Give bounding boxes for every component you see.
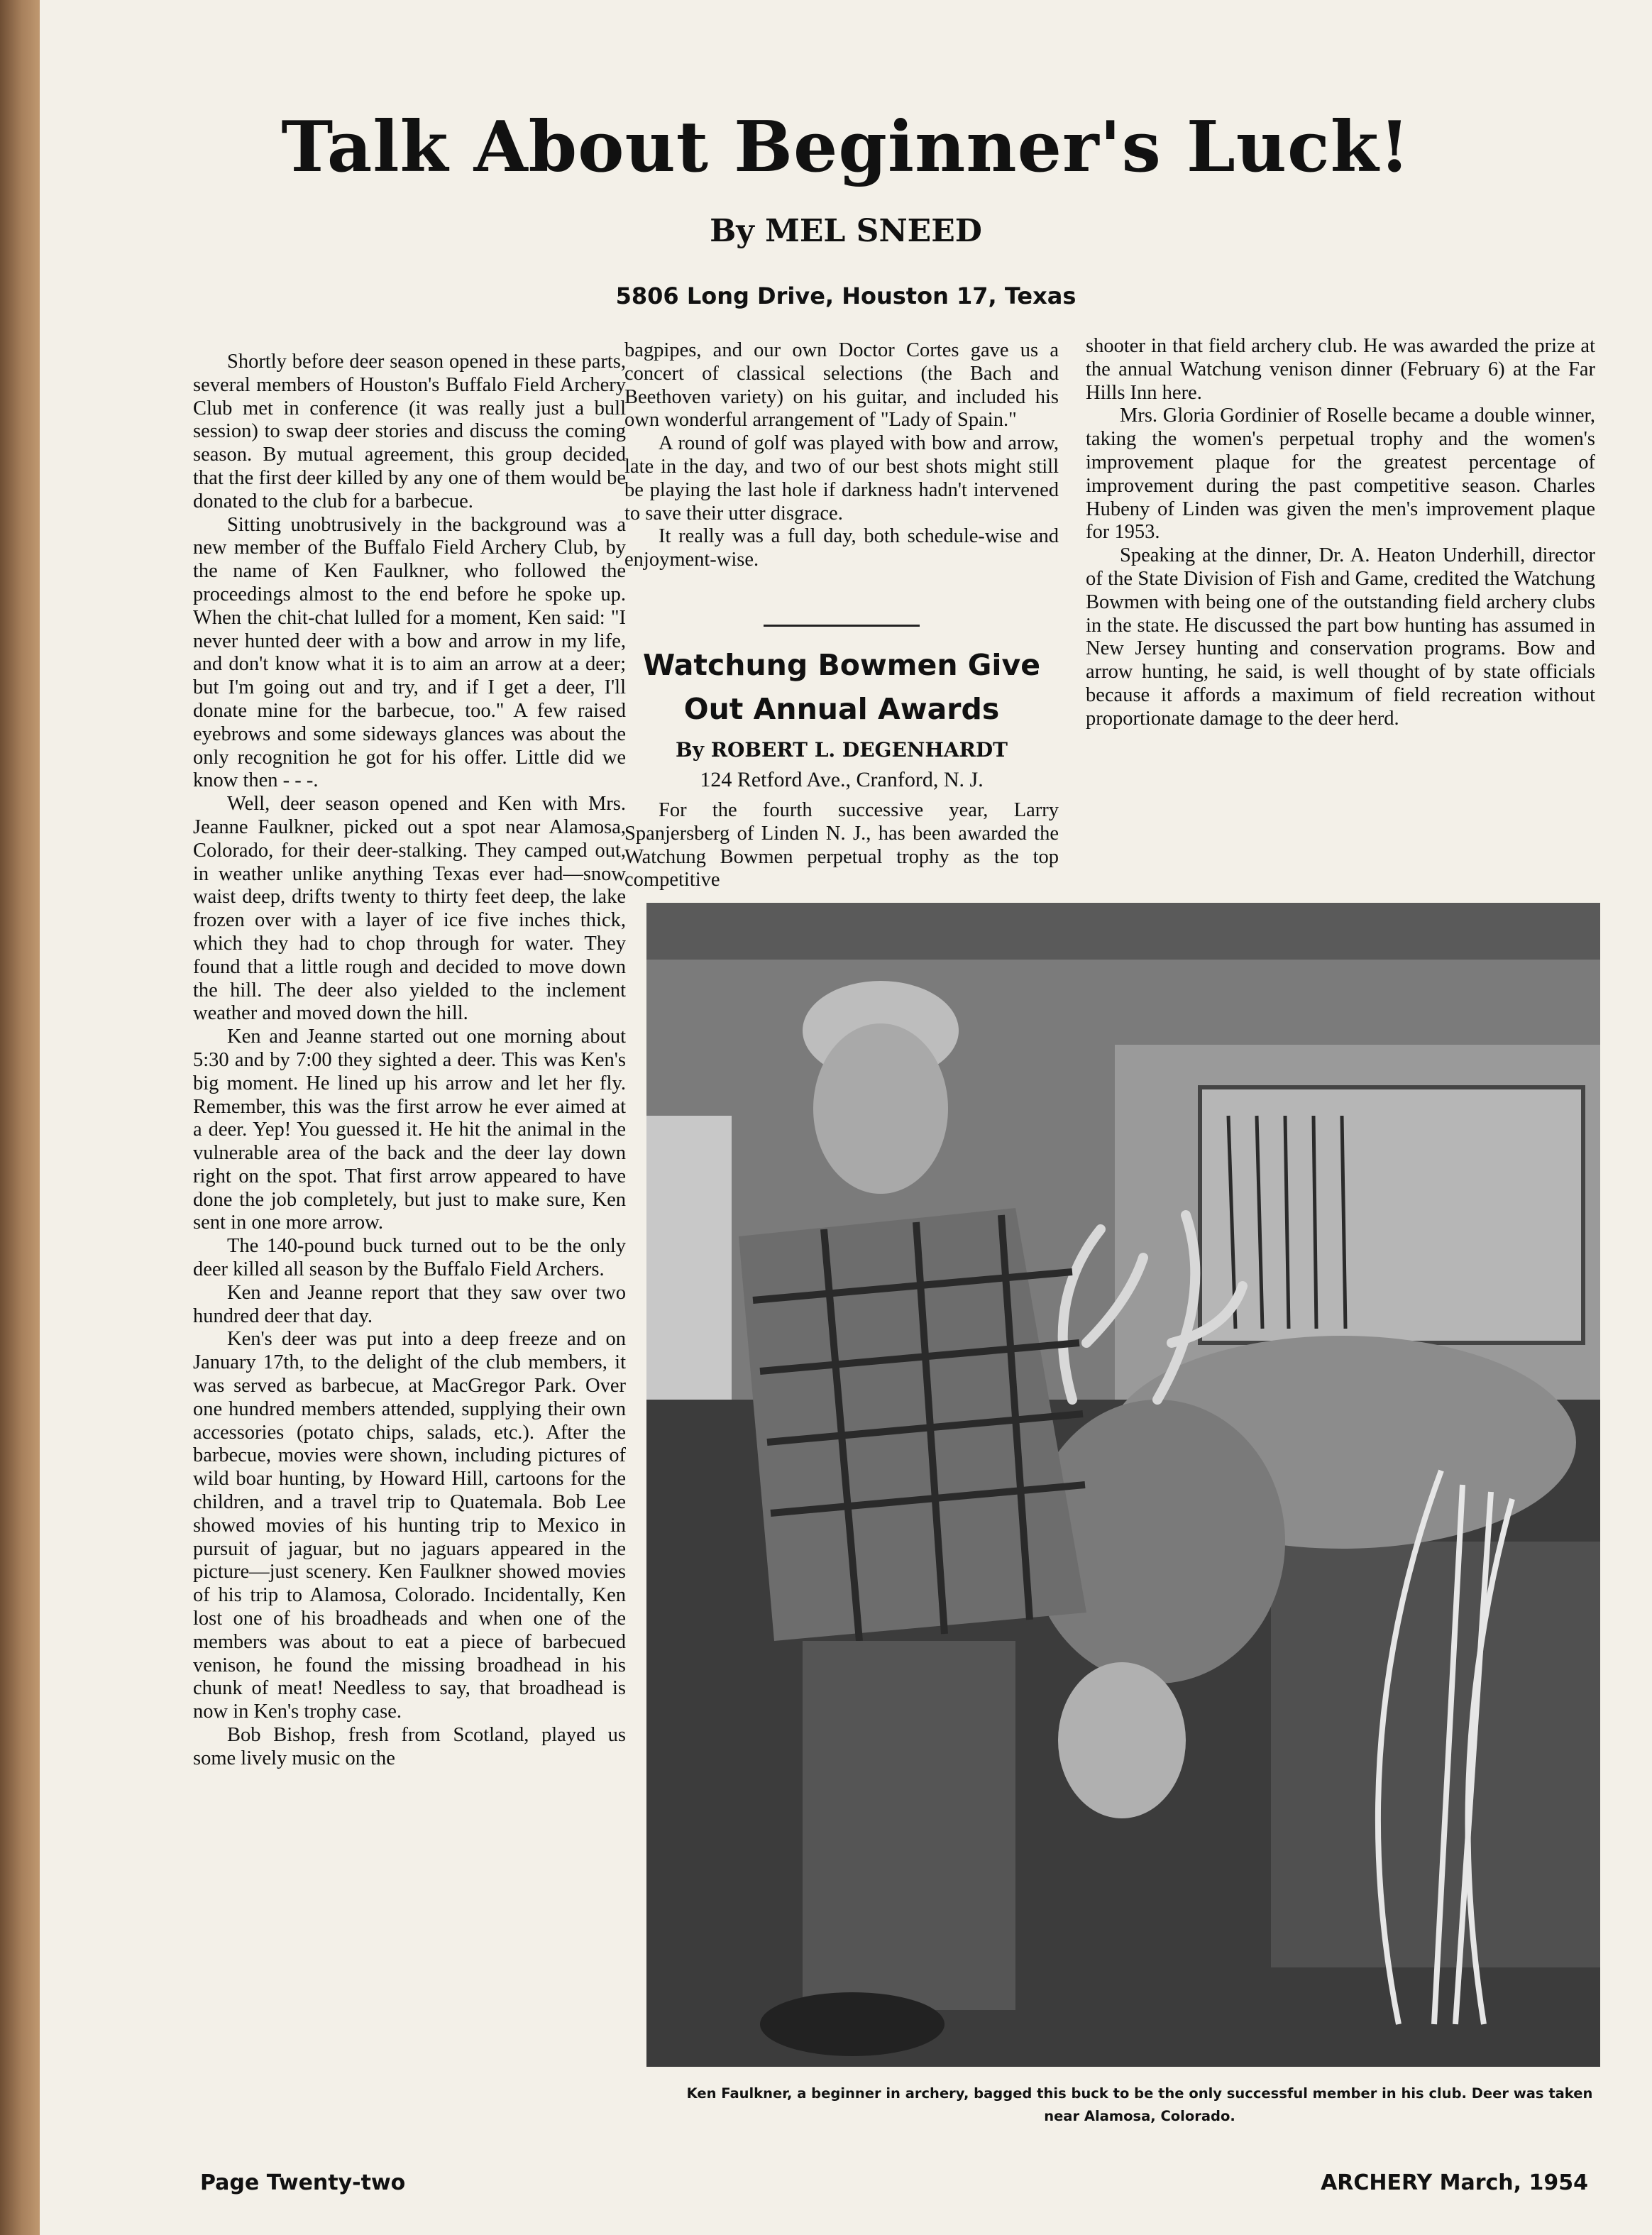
article-column-1 (193, 351, 626, 2097)
paragraph: bagpipes, and our own Doctor Cortes gave us a concert of classical selections (the Bach and Beethoven variety) on his guitar, and included his own wonderful arrangement of "Lady of Spain." (624, 339, 1059, 432)
paragraph: Ken and Jeanne started out one morning about 5:30 and by 7:00 they sighted a deer. This was Ken's big moment. He lined up his arrow and let her fly. Remember, this was the first arrow he ever aimed at a deer. Yep! You guessed it. He hit the animal in the vulnerable area of the back and the deer lay down right on the spot. That first arrow appeared to have done the job completely, but just to make sure, Ken sent in one more arrow. (193, 1026, 626, 1234)
sidebar-column-2 (1086, 335, 1595, 903)
article-address: 5806 Long Drive, Houston 17, Texas (615, 282, 1076, 309)
photo-caption: Ken Faulkner, a beginner in archery, bagged this buck to be the only successful member in his club. Deer was taken near Alamosa, Colorado. (686, 2085, 1593, 2124)
paragraph: A round of golf was played with bow and arrow, late in the day, and two of our best shots might still be playing the last hole if darkness hadn't intervened to save their utter disgrace. (624, 432, 1059, 525)
hunter-with-deer-photo (646, 903, 1600, 2067)
sidebar-column-1 (624, 799, 1059, 891)
page-number: Page Twenty-two (200, 2170, 406, 2195)
article-byline: By MEL SNEED (710, 213, 982, 249)
paragraph: Bob Bishop, fresh from Scotland, played us some lively music on the (193, 1724, 626, 1769)
article-title: Talk About Beginner's Luck! (281, 106, 1411, 188)
paragraph: Mrs. Gloria Gordinier of Roselle became a double winner, taking the women's perpetual trophy and the women's improvement plaque for the greatest percentage of improvement during the past competitive season. Charles Hubeny of Linden was given the men's improvement plaque for 1953. (1086, 405, 1595, 544)
paragraph: shooter in that field archery club. He was awarded the prize at the annual Watchung venison dinner (February 6) at the Far Hills Inn here. (1086, 335, 1595, 404)
photo-illustration (646, 903, 1600, 2067)
section-divider (764, 625, 920, 627)
paragraph: Well, deer season opened and Ken with Mrs. Jeanne Faulkner, picked out a spot near Alamosa, Colorado, for their deer-stalking. They camped out, in weather unlike anything Texas ever had—snow waist deep, drifts twenty to thirty feet deep, the lake frozen over with a layer of ice five inches thick, which they had to chop through for water. They found that a little rough and decided to move down the hill. The deer also yielded to the inclement weather and moved down the hill. (193, 793, 626, 1025)
paragraph: Speaking at the dinner, Dr. A. Heaton Underhill, director of the State Division of Fish and Game, credited the Watchung Bowmen with being one of the outstanding field archery clubs in the state. He discussed the part bow hunting has assumed in New Jersey hunting and conservation programs. Bow and arrow hunting, he said, is well thought of by state officials because it affords a maximum of field recreation without proportionate damage to the deer herd. (1086, 544, 1595, 730)
sidebar-title: Watchung Bowmen Give Out Annual Awards (642, 648, 1041, 726)
magazine-issue: ARCHERY March, 1954 (1321, 2170, 1588, 2195)
paragraph: Sitting unobtrusively in the background was a new member of the Buffalo Field Archery Club, by the name of Ken Faulkner, who followed the proceedings almost to the end before he spoke up. When the chit-chat lulled for a moment, Ken said: "I never hunted deer with a bow and arrow in my life, and don't know what it is to aim an arrow at a deer; but I'm going out and try, and if I get a deer, I'll donate mine for the barbecue, too." A few raised eyebrows and some sideways glances was about the only recognition he got for his offer. Little did we know then - - -. (193, 513, 626, 792)
sidebar-address: 124 Retford Ave., Cranford, N. J. (700, 768, 984, 791)
article-column-2 (624, 339, 1059, 609)
magazine-page (40, 0, 1652, 2235)
paragraph: The 140-pound buck turned out to be the only deer killed all season by the Buffalo Field Archers. (193, 1235, 626, 1281)
page-binding (0, 0, 40, 2235)
sidebar-byline: By ROBERT L. DEGENHARDT (676, 738, 1008, 762)
paragraph: It really was a full day, both schedule-wise and enjoyment-wise. (624, 525, 1059, 571)
paragraph: Ken's deer was put into a deep freeze and on January 17th, to the delight of the club members, it was served as barbecue, at MacGregor Park. Over one hundred members attended, supplying their own accessories (potato chips, salads, etc.). After the barbecue, movies were shown, including pictures of wild boar hunting, by Howard Hill, cartoons for the children, and a travel trip to Quatemala. Bob Lee showed movies of his hunting trip to Mexico in pursuit of jaguar, but no jaguars appeared in the picture—just scenery. Ken Faulkner showed movies of his trip to Alamosa, Colorado. Incidentally, Ken lost one of his broadheads and when one of the members was about to eat a piece of barbecued venison, he found the missing broadhead in his chunk of meat! Needless to say, that broadhead is now in Ken's trophy case. (193, 1328, 626, 1723)
paragraph: Ken and Jeanne report that they saw over two hundred deer that day. (193, 1281, 626, 1327)
paragraph: Shortly before deer season opened in these parts, several members of Houston's Buffalo Field Archery Club met in conference (it was really just a bull session) to swap deer stories and discuss the coming season. By mutual agreement, this group decided that the first deer killed by any one of them would be donated to the club for a barbecue. (193, 351, 626, 512)
paragraph: For the fourth successive year, Larry Spanjersberg of Linden N. J., has been awarded the Watchung Bowmen perpetual trophy as the top competitive (624, 799, 1059, 891)
